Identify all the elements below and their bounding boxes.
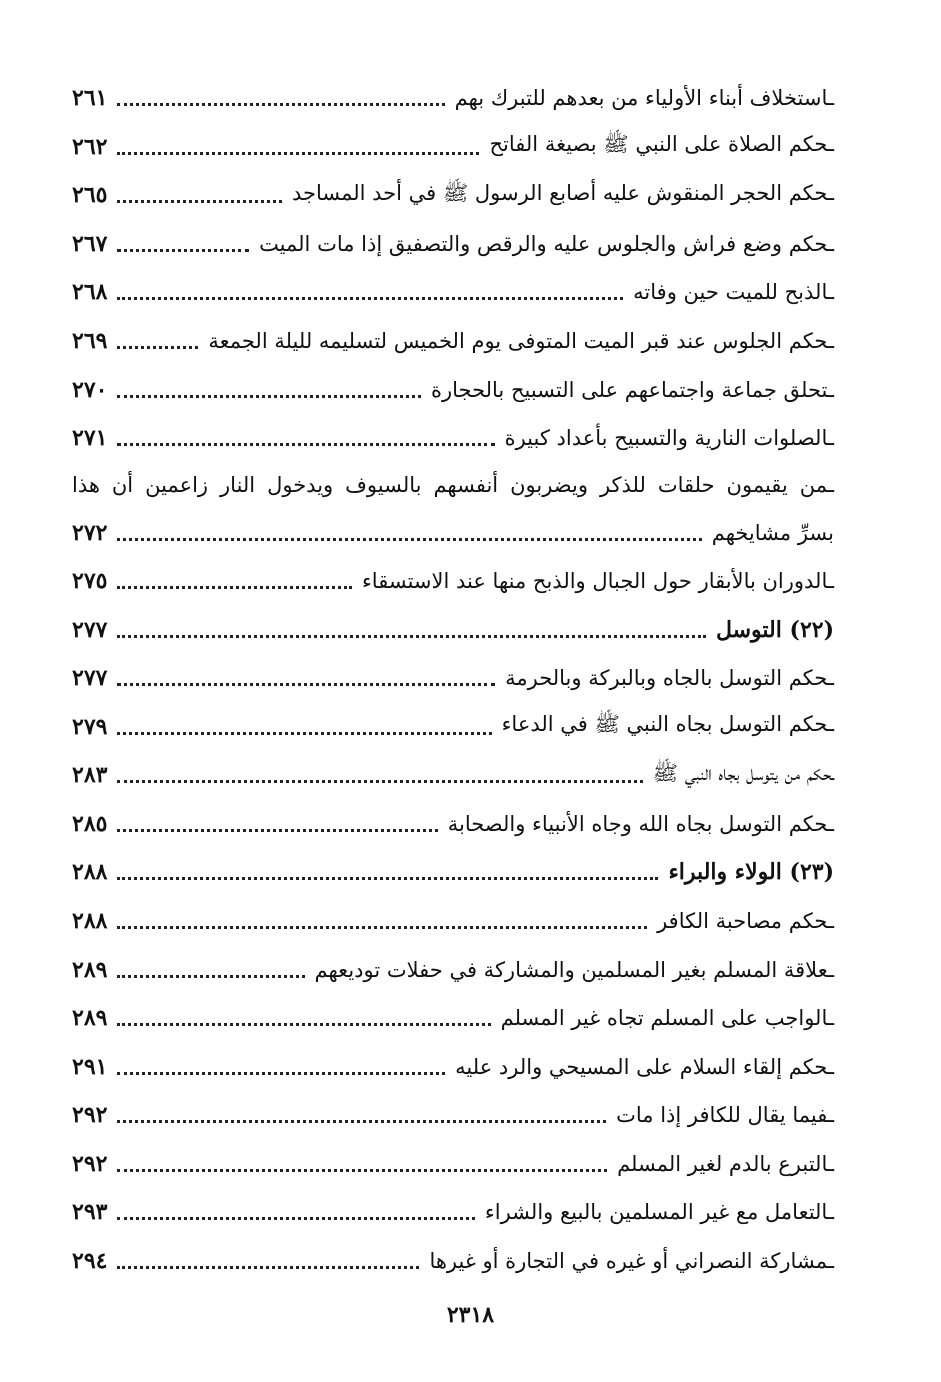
toc-entry-title: ـحكم وضع فراش والجلوس عليه والرقص والتصفيق إذا مات الميت <box>259 231 834 256</box>
toc-entry-page: ٢٧٠ <box>72 376 108 403</box>
toc-entry-page: ٢٨٥ <box>72 810 108 837</box>
toc-entry-page: ٢٨٩ <box>72 1005 108 1032</box>
toc-entry-page: ٢٧٩ <box>72 713 108 740</box>
toc-entry <box>72 994 834 1043</box>
toc-entry <box>72 74 834 123</box>
toc-entry <box>72 751 834 800</box>
section-title: (٢٣) الولاء والبراء <box>668 859 834 886</box>
toc-entry-page: ٢٨٨ <box>72 908 108 935</box>
toc-entry-title: ـالتعامل مع غير المسلمين بالبيع والشراء <box>484 1200 834 1225</box>
toc-entry-page: ٢٦٢ <box>72 133 108 160</box>
toc-entry-title: ـمن يقيمون حلقات للذكر ويضربون أنفسهم بالسيوف ويدخول النار زاعمين أن هذا <box>72 473 834 498</box>
dot-leader <box>117 394 421 398</box>
dot-leader <box>117 345 198 349</box>
toc-entry-page: ٢٧٧ <box>72 616 108 643</box>
toc-entry-page: ٢٦٥ <box>72 182 108 209</box>
toc-entry-page: ٢٩٢ <box>72 1102 108 1129</box>
toc-entry-title: ـحكم الحجر المنقوش عليه أصابع الرسول ﷺ في أحد المساجد <box>291 180 834 205</box>
toc-entry <box>72 654 834 703</box>
toc-entry-title: ـحكم التوسل بجاه الله وجاه الأنبياء والصحابة <box>447 811 834 836</box>
toc-entry-title: ـالصلوات النارية والتسبيح بأعداد كبيرة <box>504 426 834 451</box>
dot-leader <box>117 102 444 106</box>
toc-entry <box>72 268 834 317</box>
toc-entry <box>72 220 834 269</box>
toc-entry <box>72 414 834 463</box>
table-of-contents <box>72 74 834 1285</box>
toc-entry-page: ٢٧١ <box>72 425 108 452</box>
dot-leader <box>117 296 623 300</box>
toc-entry-page: ٢٩١ <box>72 1053 108 1080</box>
toc-entry <box>72 945 834 994</box>
toc-entry-title: ـحكم الجلوس عند قبر الميت المتوفى يوم الخميس لتسليمه لليلة الجمعة <box>208 329 834 353</box>
toc-entry-page: ٢٩٢ <box>72 1150 108 1177</box>
dot-leader <box>117 248 249 252</box>
dot-leader <box>117 1216 474 1220</box>
dot-leader <box>117 876 658 880</box>
toc-entry-title: ـحكم مصاحبة الكافر <box>657 909 834 934</box>
toc-entry <box>72 703 834 752</box>
section-title: (٢٢) التوسل <box>715 616 834 643</box>
toc-entry-page: ٢٦٩ <box>72 328 108 354</box>
toc-entry <box>72 1188 834 1237</box>
toc-entry <box>72 123 834 172</box>
toc-entry-title: ـفيما يقال للكافر إذا مات <box>616 1103 834 1128</box>
dot-leader <box>117 442 494 446</box>
toc-entry-title: ـاستخلاف أبناء الأولياء من بعدهم للتبرك بهم <box>454 86 834 111</box>
toc-entry <box>72 462 834 508</box>
toc-entry-page: ٢٨٣ <box>72 762 108 789</box>
toc-entry-page: ٢٩٣ <box>72 1199 108 1226</box>
dot-leader <box>117 151 479 155</box>
toc-entry-page: ٢٦١ <box>72 85 108 112</box>
toc-entry <box>72 365 834 414</box>
toc-entry-title: ـالدوران بالأبقار حول الجبال والذبح منها عند الاستسقاء <box>361 569 834 594</box>
toc-entry-title: ـتحلق جماعة واجتماعهم على التسبيح بالحجارة <box>430 377 834 402</box>
toc-entry <box>72 1139 834 1188</box>
toc-entry-title-continuation: بسرِّ مشايخهم <box>711 520 834 545</box>
dot-leader <box>117 731 491 735</box>
toc-entry-title: ـمشاركة النصراني أو غيره في التجارة أو غيرها <box>429 1248 834 1273</box>
toc-entry <box>72 171 834 220</box>
dot-leader <box>117 585 351 589</box>
dot-leader <box>117 199 281 203</box>
toc-entry-page: ٢٦٧ <box>72 230 108 257</box>
dot-leader <box>117 974 304 978</box>
toc-entry-page: ٢٨٨ <box>72 859 108 886</box>
toc-entry-title: ـعلاقة المسلم بغير المسلمين والمشاركة في حفلات توديعهم <box>314 957 834 982</box>
toc-section-heading <box>72 605 834 654</box>
toc-entry <box>72 1091 834 1140</box>
dot-leader <box>117 1022 490 1026</box>
dot-leader <box>117 1168 607 1172</box>
toc-entry-title: ـالتبرع بالدم لغير المسلم <box>617 1151 834 1176</box>
toc-entry <box>72 557 834 606</box>
toc-entry <box>72 897 834 946</box>
toc-entry-page: ٢٦٨ <box>72 279 108 306</box>
dot-leader <box>117 925 647 929</box>
dot-leader <box>117 1265 419 1269</box>
toc-entry-title: ـالواجب على المسلم تجاه غير المسلم <box>500 1006 834 1031</box>
toc-entry-title: ـحكم التوسل بجاه النبي ﷺ في الدعاء <box>501 712 834 737</box>
toc-section-heading <box>72 848 834 897</box>
dot-leader <box>117 682 495 686</box>
page-number-footer: ٢٣١٨ <box>446 1302 495 1328</box>
toc-entry-page: ٢٨٩ <box>72 956 108 983</box>
toc-entry <box>72 1042 834 1091</box>
toc-entry-continuation <box>72 508 834 557</box>
dot-leader <box>117 1071 445 1075</box>
toc-entry <box>72 317 834 366</box>
toc-entry-title: ـالذبح للميت حين وفاته <box>633 280 834 305</box>
dot-leader <box>117 779 642 783</box>
toc-entry-title: ـحكم الصلاة على النبي ﷺ بصيغة الفاتح <box>489 132 834 157</box>
toc-entry-title: ـحكم التوسل بالجاه وبالبركة وبالحرمة <box>505 666 834 691</box>
toc-entry-title: ـحكم من يتوسل بجاه النبي ﷺ <box>652 760 834 785</box>
dot-leader <box>117 537 701 541</box>
toc-entry-page: ٢٧٧ <box>72 665 108 692</box>
toc-entry-page: ٢٩٤ <box>72 1247 108 1274</box>
dot-leader <box>117 828 437 832</box>
dot-leader <box>117 634 706 638</box>
toc-entry-title: ـحكم إلقاء السلام على المسيحي والرد عليه <box>455 1054 834 1079</box>
dot-leader <box>117 1119 606 1123</box>
toc-entry-page: ٢٧٥ <box>72 568 108 595</box>
toc-entry <box>72 1237 834 1286</box>
toc-entry <box>72 800 834 849</box>
toc-entry-page: ٢٧٢ <box>72 519 108 546</box>
